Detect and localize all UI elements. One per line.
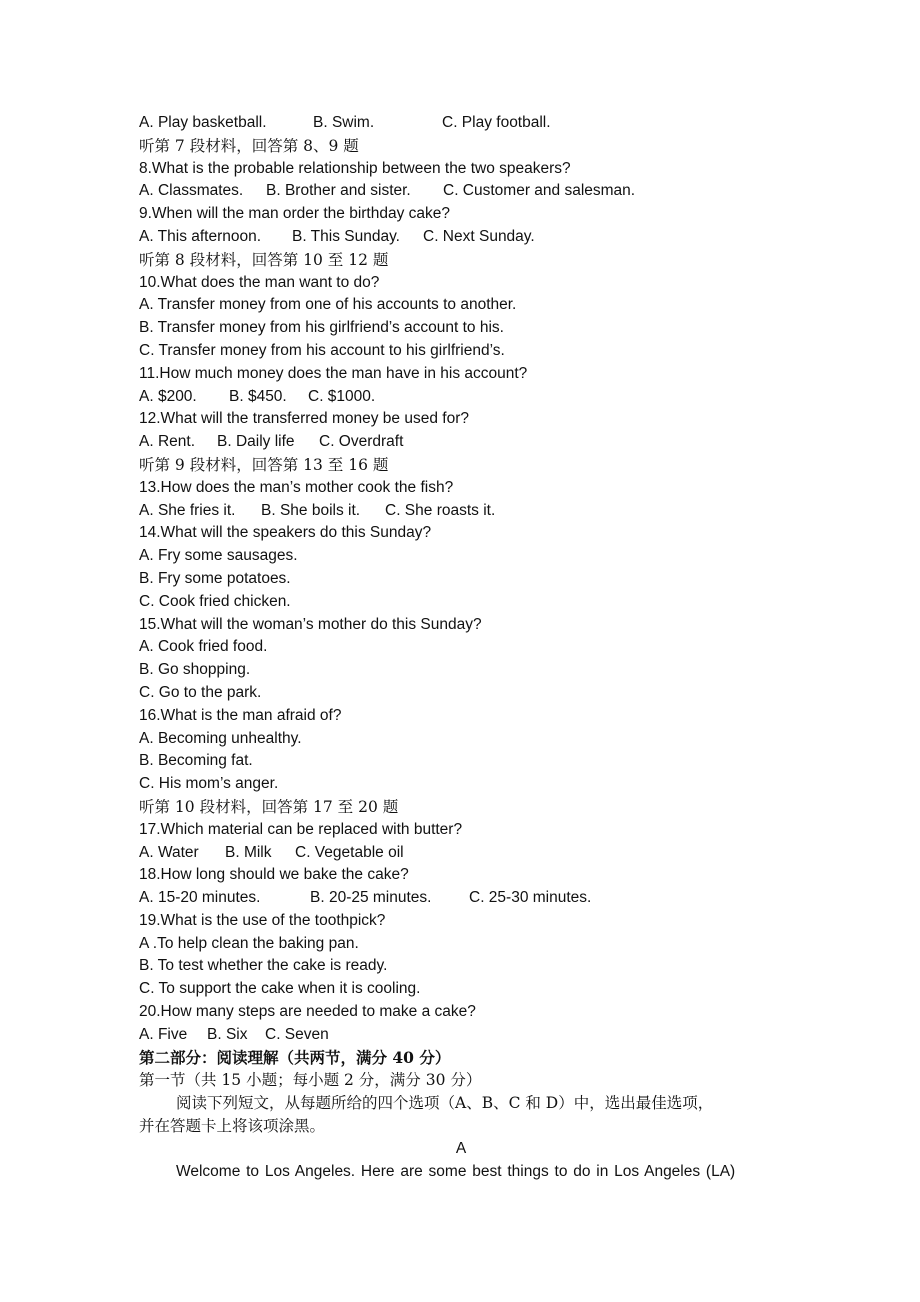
question-text: C. Cook fried chicken. bbox=[139, 592, 291, 610]
answer-option: B. 20-25 minutes. bbox=[310, 889, 432, 907]
answer-option: A. Play basketball. bbox=[139, 114, 267, 131]
question-text: 8.What is the probable relationship between the two speakers? bbox=[139, 159, 571, 177]
question-text: 19.What is the use of the toothpick? bbox=[139, 911, 386, 929]
answer-option: A. Classmates. bbox=[139, 182, 244, 200]
answer-option: A. She fries it. bbox=[139, 501, 236, 519]
answer-option: B. Daily life bbox=[217, 433, 295, 451]
question-text: C. Transfer money from his account to his girlfriend’s. bbox=[139, 341, 505, 359]
question-text: B. Fry some potatoes. bbox=[139, 569, 291, 587]
answer-option: C. Play football. bbox=[442, 114, 551, 131]
question-text: 16.What is the man afraid of? bbox=[139, 706, 342, 724]
question-text: 10.What does the man want to do? bbox=[139, 273, 380, 291]
question-text: A. Cook fried food. bbox=[139, 638, 268, 656]
question-text: A .To help clean the baking pan. bbox=[139, 934, 359, 952]
answer-option: C. Overdraft bbox=[319, 433, 404, 451]
answer-option: A. Rent. bbox=[139, 433, 195, 451]
question-text: 15.What will the woman’s mother do this Sunday? bbox=[139, 615, 482, 633]
answer-option: A. Water bbox=[139, 843, 199, 861]
answer-option: B. Milk bbox=[225, 843, 272, 861]
section-heading: 听第 9 段材料，回答第 13 至 16 题 bbox=[139, 455, 389, 474]
answer-option: B. Six bbox=[207, 1025, 248, 1043]
answer-option: A. $200. bbox=[139, 387, 197, 405]
answer-option: C. Customer and salesman. bbox=[443, 182, 636, 200]
answer-option: C. $1000. bbox=[308, 387, 376, 405]
answer-option: C. 25-30 minutes. bbox=[469, 889, 592, 907]
question-text: B. To test whether the cake is ready. bbox=[139, 957, 388, 975]
section-heading: 听第 8 段材料，回答第 10 至 12 题 bbox=[139, 250, 389, 269]
answer-options-line bbox=[139, 842, 783, 865]
answer-options-line bbox=[139, 112, 783, 135]
question-text: C. Go to the park. bbox=[139, 683, 262, 701]
question-text: 13.How does the man’s mother cook the fish? bbox=[139, 478, 454, 496]
answer-option: A. 15-20 minutes. bbox=[139, 889, 261, 907]
question-text: B. Go shopping. bbox=[139, 661, 251, 679]
question-text: 18.How long should we bake the cake? bbox=[139, 866, 409, 884]
answer-option: A. This afternoon. bbox=[139, 227, 262, 245]
answer-options-line bbox=[139, 500, 783, 523]
answer-option: B. Swim. bbox=[313, 114, 375, 131]
answer-option: C. Next Sunday. bbox=[423, 227, 535, 245]
answer-option: C. Vegetable oil bbox=[295, 843, 404, 861]
question-text: 9.When will the man order the birthday cake? bbox=[139, 205, 451, 223]
section-heading: 听第 10 段材料，回答第 17 至 20 题 bbox=[139, 797, 399, 816]
question-text: 11.How much money does the man have in his account? bbox=[139, 364, 528, 382]
question-text: A. Fry some sausages. bbox=[139, 547, 298, 565]
section-heading: 听第 7 段材料，回答第 8、9 题 bbox=[139, 136, 359, 155]
question-text: B. Transfer money from his girlfriend’s account to his. bbox=[139, 319, 504, 337]
question-text: B. Becoming fat. bbox=[139, 752, 253, 770]
answer-option: B. Brother and sister. bbox=[266, 182, 411, 200]
instructions-text: 阅读下列短文，从每题所给的四个选项（A、B、C 和 D）中，选出最佳选项， bbox=[176, 1094, 714, 1113]
answer-option: C. She roasts it. bbox=[385, 501, 496, 519]
answer-option: B. She boils it. bbox=[261, 501, 361, 519]
question-text: 20.How many steps are needed to make a cake? bbox=[139, 1003, 476, 1021]
question-text: 14.What will the speakers do this Sunday? bbox=[139, 524, 432, 542]
answer-options-line bbox=[139, 386, 783, 409]
answer-options-line bbox=[139, 226, 783, 249]
question-text: C. To support the cake when it is cooling. bbox=[139, 980, 421, 998]
answer-options-line bbox=[139, 180, 783, 203]
question-text: 17.Which material can be replaced with butter? bbox=[139, 820, 463, 838]
section-heading: 并在答题卡上将该项涂黑。 bbox=[139, 1117, 326, 1136]
part-heading: 第二部分：阅读理解（共两节，满分 40 分） bbox=[139, 1047, 451, 1067]
answer-option: B. $450. bbox=[229, 387, 287, 405]
exam-page bbox=[139, 112, 783, 1183]
answer-options-line bbox=[139, 887, 783, 910]
answer-options-line bbox=[139, 1024, 783, 1047]
passage-label: A bbox=[455, 1139, 467, 1157]
question-text: A. Becoming unhealthy. bbox=[139, 729, 302, 747]
question-text: C. His mom’s anger. bbox=[139, 775, 279, 793]
question-text: 12.What will the transferred money be used for? bbox=[139, 410, 469, 428]
question-text: A. Transfer money from one of his accounts to another. bbox=[139, 296, 517, 314]
passage-text: Welcome to Los Angeles. Here are some best things to do in Los Angeles (LA) bbox=[176, 1162, 736, 1180]
answer-option: B. This Sunday. bbox=[292, 227, 400, 245]
section-heading: 第一节（共 15 小题；每小题 2 分，满分 30 分） bbox=[139, 1071, 482, 1090]
answer-options-line bbox=[139, 431, 783, 454]
answer-option: A. Five bbox=[139, 1025, 188, 1043]
answer-option: C. Seven bbox=[265, 1025, 329, 1043]
